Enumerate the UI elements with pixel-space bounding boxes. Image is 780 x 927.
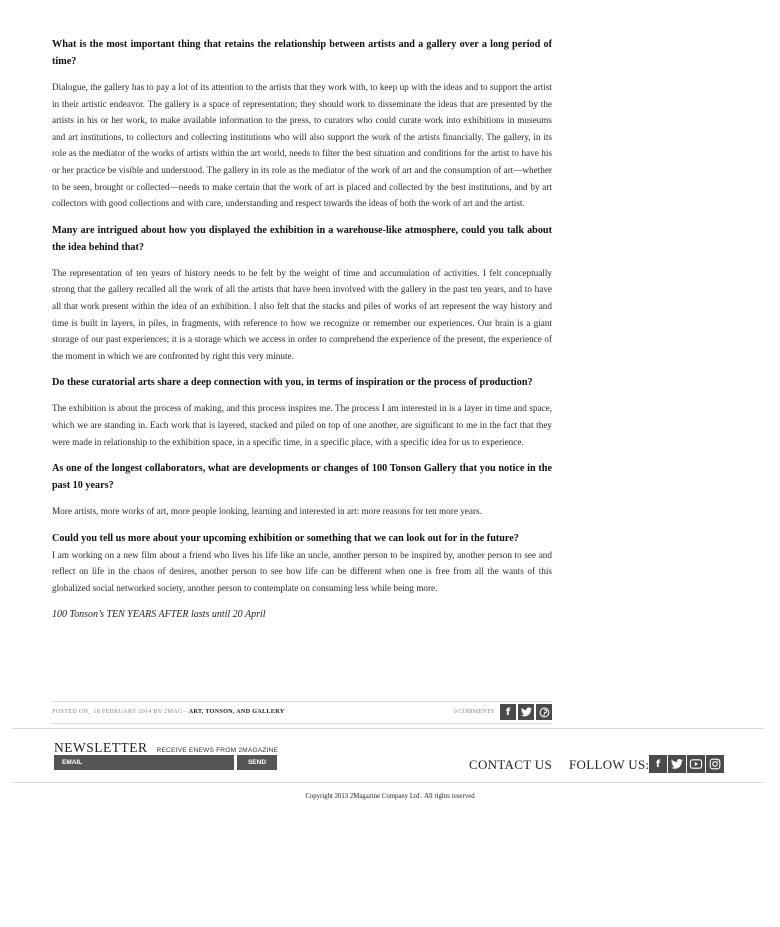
answer-2: The representation of ten years of history needs to be felt by the weight of time and accumulation of activities. I felt conceptually strong that the gallery recalled all the work of all the artists that have been involved with the gallery in the past ten years, and to have all that work present within the idea of an exhibition. I also felt that the stacks and piles of works of art represent the way history and time is built in layers, in piles, in fragments, with reference to how we recognize or remember our experiences. Our brain is a giant storage of our past experiences; it is a storage which we access in order to comprehend the experience of the present, the experience of the moment in which we are confronted by right this very minute. (52, 267, 552, 361)
facebook-icon[interactable]: f (649, 755, 667, 773)
post-tags[interactable]: ART, TONSON, AND GALLERY (188, 708, 285, 715)
question-1: What is the most important thing that retains the relationship between artists and a gallery over a long period of time? (52, 39, 552, 67)
newsletter-form (54, 755, 277, 770)
exhibition-note: 100 Tonson’s TEN YEARS AFTER lasts until 20 April (52, 609, 266, 621)
instagram-icon[interactable] (706, 755, 724, 773)
send-button[interactable]: SEND (237, 755, 277, 770)
copyright-text: Copyright 2013 2Magazine Company Ltd . All rights reserved (305, 793, 475, 800)
twitter-icon[interactable] (518, 704, 534, 720)
facebook-icon[interactable]: f (500, 704, 516, 720)
footer-divider-bottom (12, 782, 764, 783)
answer-1: Dialogue, the gallery has to pay a lot of its attention to the artists that they work with, to keep up with the ideas and to support the artist in their artistic endeavor. The gallery is a space of representation; they should work to disseminate the ideas that are presented by the artists in his or her work, to make available information to the press, to curators who could curate work into exhibitions in museums and art institutions, to collectors and collecting institutions who will also support the work of the artists financially. The gallery, in its role as the mediator of the works of artists within the art world, needs to filter the best situation and conditions for the artist to have his or her practice be visible and understood. The gallery in its role as the mediator of the work of art and the consumption of art—whether to be seen, brought or collected—needs to make certain that the work of art is placed and collected by the best institutions, and by art collectors with good collections and with care, understanding and respect towards the ideas of both the work of art and the artist. (52, 82, 552, 209)
answer-5: I am working on a new film about a friend who lives his life like an uncle, another person to be inspired by, another person to see and reflect on life in the chaos of desires, another person to see how life can be different when one is free from all the wants of this globalized social networked society, another person to contemplate on consuming less while being more. (52, 549, 552, 593)
comments-link[interactable]: 0 COMMENTS (453, 708, 494, 715)
newsletter-title: NEWSLETTER (54, 740, 148, 755)
social-icons (649, 755, 724, 773)
footer-divider-top (12, 728, 764, 729)
follow-us-label: FOLLOW US: (569, 757, 650, 772)
twitter-icon[interactable] (668, 755, 686, 773)
answer-4: More artists, more works of art, more people looking, learning and interested in art: more reasons for ten more years. (52, 506, 482, 517)
contact-us-link[interactable]: CONTACT US (469, 757, 552, 772)
newsletter-subtitle: RECEIVE ENEWS FROM 2MAGAZINE (156, 747, 279, 754)
question-3: Do these curatorial arts share a deep connection with you, in terms of inspiration or the process of production? (52, 377, 533, 389)
youtube-icon[interactable] (687, 755, 705, 773)
posted-info: POSTED ON_ 18 FEBRUARY 2014 BY 2MAG - (52, 708, 189, 715)
question-5: Could you tell us more about your upcoming exhibition or something that we can look out for in the future? (52, 532, 519, 544)
answer-3: The exhibition is about the process of making, and this process inspires me. The process I am interested in is a layer in time and space, which we are standing in. Each work that is layered, stacked and piled on top of one another, are significant to me in the fact that they were made in relationship to the exhibition space, in a specific time, in a specific place, with a specific idea for us to experience. (52, 403, 552, 447)
pinterest-icon[interactable] (536, 704, 552, 720)
article-body (52, 36, 552, 623)
email-input[interactable]: EMAIL (54, 755, 234, 770)
post-meta (52, 708, 284, 715)
post-meta-bar (52, 701, 552, 724)
newsletter-signup (54, 739, 294, 766)
question-2: Many are intrigued about how you displayed the exhibition in a warehouse-like atmosphere, could you talk about the idea behind that? (52, 224, 552, 253)
question-4: As one of the longest collaborators, what are developments or changes of 100 Tonson Gallery that you notice in the past 10 years? (52, 463, 552, 492)
share-buttons (500, 704, 552, 720)
